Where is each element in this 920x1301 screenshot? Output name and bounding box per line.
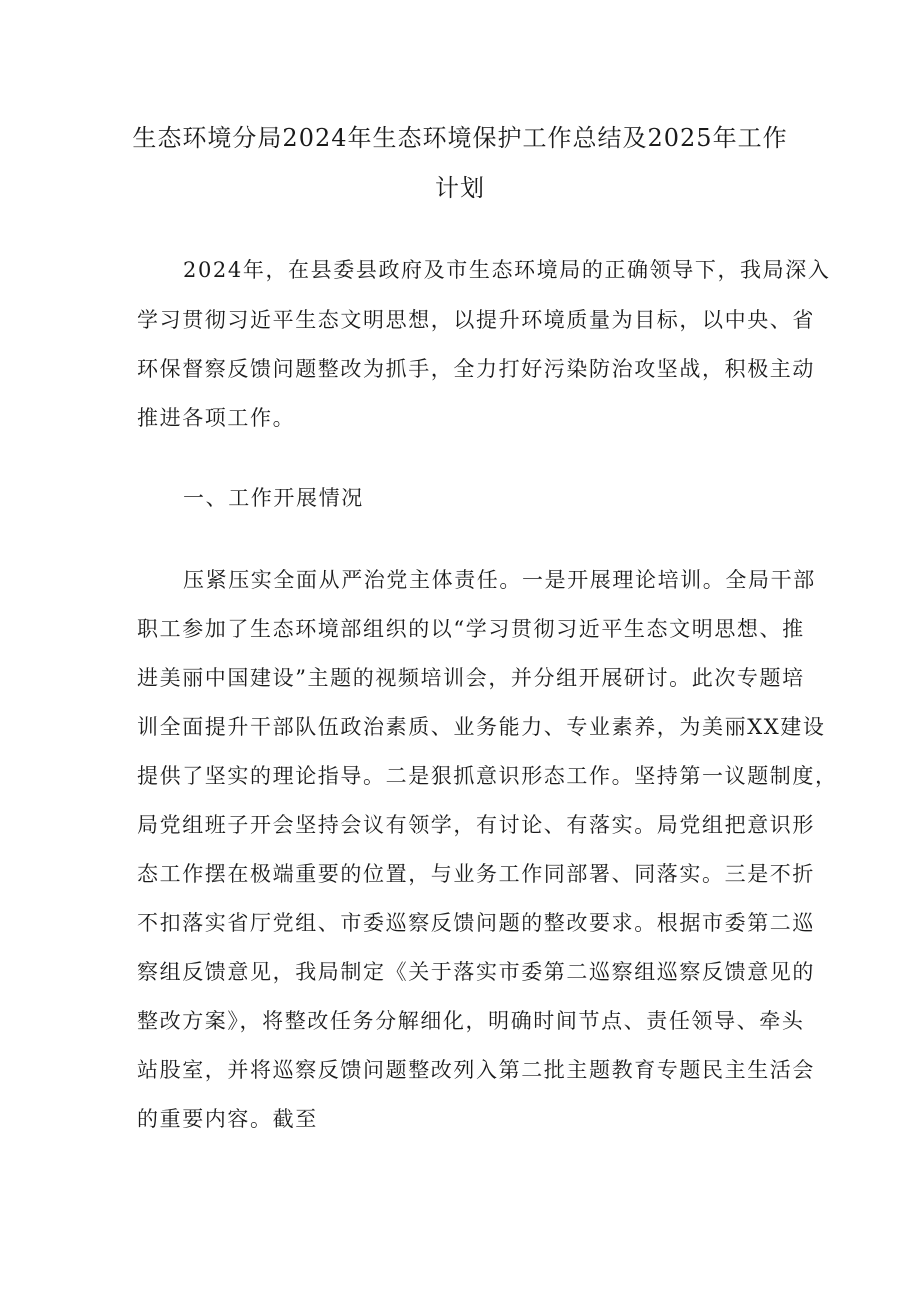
document-title-line-1: 生态环境分局2024年生态环境保护工作总结及2025年工作 [132,124,788,152]
body-line-11: 站股室，并将巡察反馈问题整改列入第二批主题教育专题民主生活会 [137,1058,815,1082]
section-heading: 一、工作开展情况 [183,486,364,510]
body-line-2: 职工参加了生态环境部组织的以“学习贯彻习近平生态文明思想、推 [137,617,805,641]
document-title-line-2: 计划 [435,174,485,202]
body-line-5: 提供了坚实的理论指导。二是狠抓意识形态工作。坚持第一议题制度， [137,764,838,788]
body-line-6: 局党组班子开会坚持会议有领学，有讨论、有落实。局党组把意识形 [137,813,815,837]
body-line-7: 态工作摆在极端重要的位置，与业务工作同部署、同落实。三是不折 [137,862,815,886]
intro-line-4: 推进各项工作。 [137,406,296,430]
intro-line-1: 2024年，在县委县政府及市生态环境局的正确领导下，我局深入 [183,258,831,282]
body-line-10: 整改方案》，将整改任务分解细化，明确时间节点、责任领导、牵头 [137,1009,805,1033]
body-line-12: 的重要内容。截至 [137,1107,318,1131]
body-line-8: 不扣落实省厅党组、市委巡察反馈问题的整改要求。根据市委第二巡 [137,911,815,935]
intro-line-3: 环保督察反馈问题整改为抓手，全力打好污染防治攻坚战，积极主动 [137,357,815,381]
body-line-9: 察组反馈意见，我局制定《关于落实市委第二巡察组巡察反馈意见的 [137,960,815,984]
body-line-1: 压紧压实全面从严治党主体责任。一是开展理论培训。全局干部 [183,568,816,592]
intro-line-2: 学习贯彻习近平生态文明思想，以提升环境质量为目标，以中央、省 [137,308,815,332]
body-line-3: 进美丽中国建设”主题的视频培训会，并分组开展研讨。此次专题培 [137,666,805,690]
body-line-4: 训全面提升干部队伍政治素质、业务能力、专业素养，为美丽XX建设 [137,715,826,739]
